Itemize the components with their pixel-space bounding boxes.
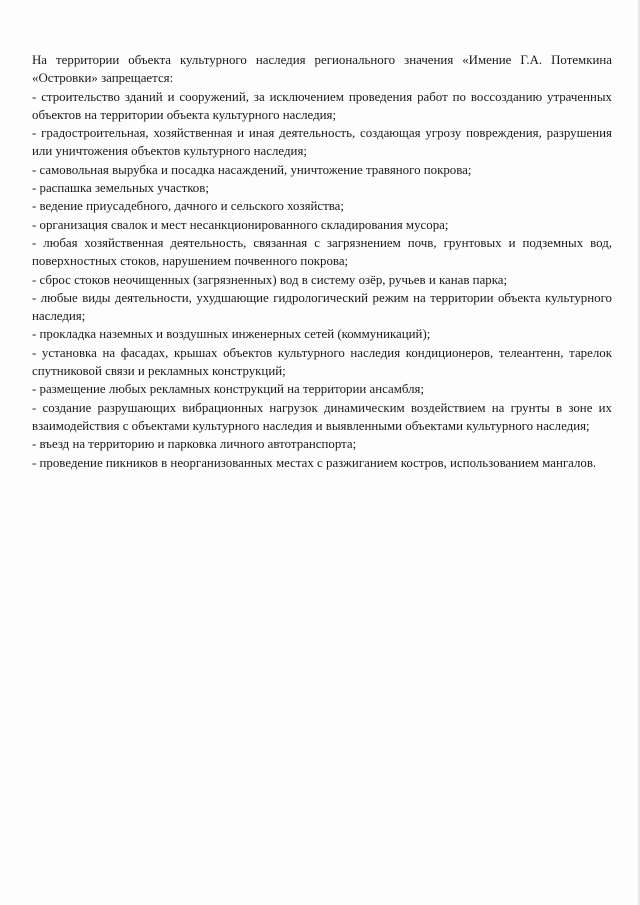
prohibition-item: - установка на фасадах, крышах объектов культурного наследия кондиционеров, телеантенн, тарелок спутниковой связи и рекламных конструкций; — [32, 345, 612, 379]
intro-paragraph: На территории объекта культурного наследия регионального значения «Имение Г.А. Потемкина «Островки» запрещается: — [32, 53, 612, 86]
prohibition-item: - градостроительная, хозяйственная и иная деятельность, создающая угрозу повреждения, разрушения или уничтожения объектов культурного наследия; — [32, 126, 612, 159]
prohibition-item: - любая хозяйственная деятельность, связанная с загрязнением почв, грунтовых и подземных вод, поверхностных стоков, нарушением почвенного покрова; — [32, 235, 612, 269]
prohibition-item: - любые виды деятельности, ухудшающие гидрологический режим на территории объекта культурного наследия; — [32, 290, 612, 324]
prohibition-item: - строительство зданий и сооружений, за исключением проведения работ по воссозданию утраченных объектов на территории объекта культурного наследия; — [32, 89, 612, 122]
prohibition-item: - проведение пикников в неорганизованных местах с разжиганием костров, использованием мангалов. — [32, 455, 597, 470]
prohibition-item: - ведение приусадебного, дачного и сельского хозяйства; — [32, 199, 344, 214]
prohibition-item: - организация свалок и мест несанкционированного складирования мусора; — [32, 217, 449, 232]
prohibition-item: - создание разрушающих вибрационных нагрузок динамическим воздействием на грунты в зоне их взаимодействия с объектами культурного наследия и выявленными объектами культурного наследия; — [32, 400, 612, 433]
prohibition-item: - размещение любых рекламных конструкций на территории ансамбля; — [32, 382, 425, 397]
prohibition-item: - распашка земельных участков; — [32, 181, 209, 196]
prohibition-item: - прокладка наземных и воздушных инженерных сетей (коммуникаций); — [32, 327, 431, 342]
prohibition-item: - самовольная вырубка и посадка насаждений, уничтожение травяного покрова; — [32, 162, 472, 177]
prohibition-item: - въезд на территорию и парковка личного автотранспорта; — [32, 437, 357, 452]
prohibition-item: - сброс стоков неочищенных (загрязненных) вод в систему озёр, ручьев и канав парка; — [32, 272, 508, 287]
document-body — [32, 51, 612, 472]
